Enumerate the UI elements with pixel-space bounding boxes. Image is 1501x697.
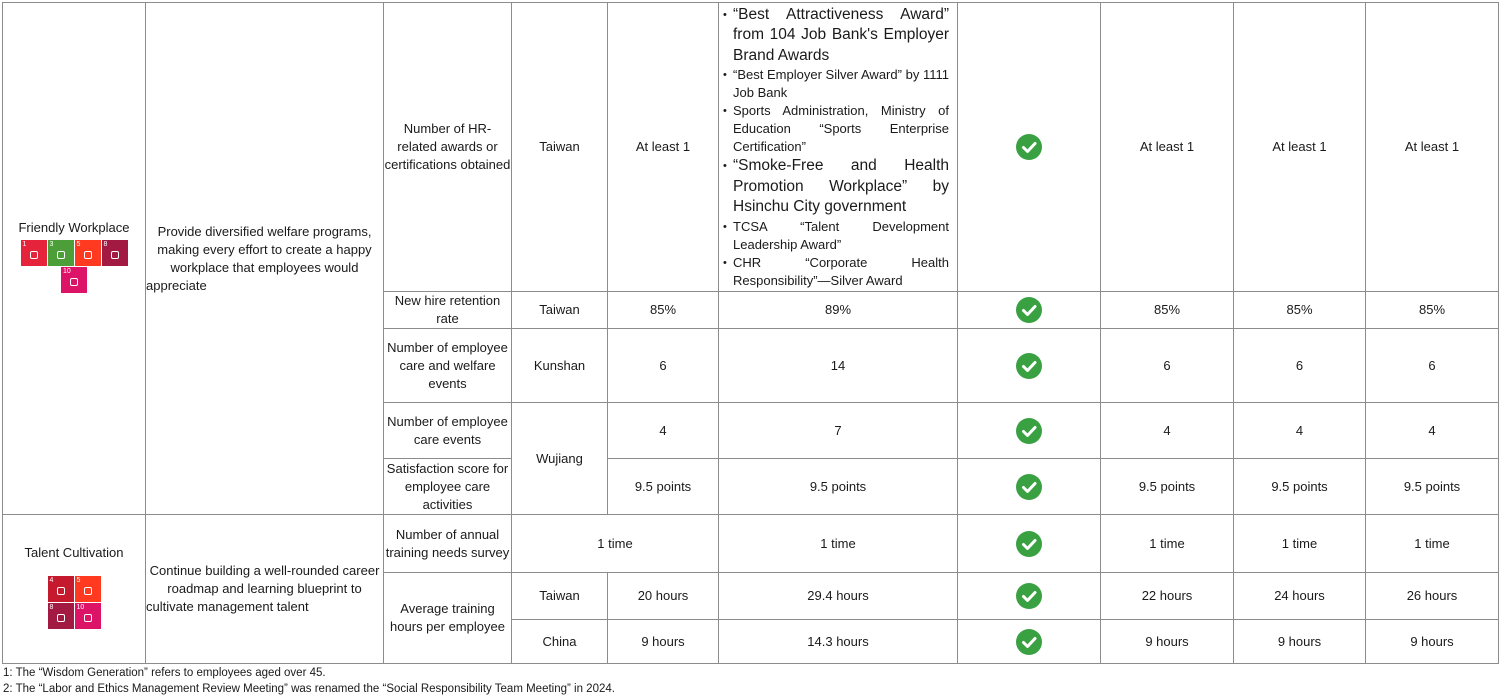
target-year-1-cell: 6	[1101, 329, 1234, 403]
footnote: 1: The “Wisdom Generation” refers to employees aged over 45.	[3, 667, 326, 679]
theme-label: Friendly Workplace	[18, 220, 130, 235]
region-cell: Taiwan	[512, 573, 608, 620]
target-year-2-cell: 9.5 points	[1234, 459, 1366, 515]
table-row	[3, 3, 1499, 292]
sdg-8-icon: 8	[48, 603, 74, 629]
list-item: • TCSA “Talent Development Leadership Award”	[733, 218, 949, 254]
theme-cell	[3, 3, 146, 515]
target-year-3-cell: 1 time	[1366, 515, 1499, 573]
target-year-1-cell: 4	[1101, 403, 1234, 459]
footnotes	[3, 665, 615, 697]
theme-label: Talent Cultivation	[24, 545, 124, 560]
target-cell: 20 hours	[608, 573, 719, 620]
region-cell: Kunshan	[512, 329, 608, 403]
sdg-icons	[48, 576, 101, 630]
achievement-cell	[719, 3, 958, 292]
list-item: • “Best Employer Silver Award” by 1111 Job Bank	[733, 66, 949, 102]
check-circle-icon	[1016, 297, 1042, 323]
sdg-5-icon: 5	[75, 576, 101, 602]
sdg-8-icon: 8	[102, 240, 128, 266]
actual-cell: 89%	[719, 292, 958, 329]
target-cell: 85%	[608, 292, 719, 329]
status-cell	[958, 573, 1101, 620]
status-cell	[958, 403, 1101, 459]
status-cell	[958, 515, 1101, 573]
actual-cell: 14.3 hours	[719, 620, 958, 664]
footnote: 2: The “Labor and Ethics Management Review Meeting” was renamed the “Social Responsibility Team Meeting” in 2024.	[3, 683, 615, 695]
theme-cell	[3, 515, 146, 664]
target-cell: 9.5 points	[608, 459, 719, 515]
target-year-2-cell: 1 time	[1234, 515, 1366, 573]
list-item: • “Smoke-Free and Health Promotion Workplace” by Hsinchu City government	[733, 156, 949, 218]
table-row	[3, 515, 1499, 573]
list-item: • “Best Attractiveness Award” from 104 Job Bank's Employer Brand Awards	[733, 5, 949, 67]
kpi-cell: New hire retention rate	[384, 292, 512, 329]
kpi-cell: Satisfaction score for employee care activities	[384, 459, 512, 515]
target-year-2-cell: 9 hours	[1234, 620, 1366, 664]
sdg-5-icon: 5	[75, 240, 101, 266]
region-cell: China	[512, 620, 608, 664]
target-year-3-cell: 6	[1366, 329, 1499, 403]
sdg-3-icon: 3	[48, 240, 74, 266]
target-year-3-cell: At least 1	[1366, 3, 1499, 292]
sdg-icons	[21, 240, 128, 294]
sdg-1-icon: 1	[21, 240, 47, 266]
check-circle-icon	[1016, 353, 1042, 379]
status-cell	[958, 3, 1101, 292]
sdg-10-icon: 10	[75, 603, 101, 629]
target-year-1-cell: 9.5 points	[1101, 459, 1234, 515]
kpi-table	[2, 2, 1499, 664]
target-year-1-cell: 1 time	[1101, 515, 1234, 573]
actual-cell: 7	[719, 403, 958, 459]
actual-cell: 1 time	[719, 515, 958, 573]
check-circle-icon	[1016, 531, 1042, 557]
kpi-cell: Number of annual training needs survey	[384, 515, 512, 573]
target-cell: 4	[608, 403, 719, 459]
target-year-2-cell: 85%	[1234, 292, 1366, 329]
target-year-3-cell: 9.5 points	[1366, 459, 1499, 515]
target-year-2-cell: 24 hours	[1234, 573, 1366, 620]
target-cell: At least 1	[608, 3, 719, 292]
target-year-1-cell: 9 hours	[1101, 620, 1234, 664]
list-item: • CHR “Corporate Health Responsibility”—Silver Award	[733, 254, 949, 290]
region-cell: Taiwan	[512, 292, 608, 329]
kpi-cell: Average training hours per employee	[384, 573, 512, 664]
target-year-2-cell: 4	[1234, 403, 1366, 459]
actual-cell: 14	[719, 329, 958, 403]
status-cell	[958, 329, 1101, 403]
target-year-3-cell: 4	[1366, 403, 1499, 459]
target-cell: 6	[608, 329, 719, 403]
goal-cell: Continue building a well-rounded career roadmap and learning blueprint to cultivate management talent	[146, 515, 384, 664]
region-cell: Taiwan	[512, 3, 608, 292]
achievement-list	[719, 5, 957, 290]
kpi-cell: Number of employee care events	[384, 403, 512, 459]
target-year-1-cell: 22 hours	[1101, 573, 1234, 620]
status-cell	[958, 620, 1101, 664]
target-year-2-cell: 6	[1234, 329, 1366, 403]
target-year-1-cell: 85%	[1101, 292, 1234, 329]
check-circle-icon	[1016, 418, 1042, 444]
sdg-10-icon: 10	[61, 267, 87, 293]
status-cell	[958, 459, 1101, 515]
target-year-3-cell: 26 hours	[1366, 573, 1499, 620]
actual-cell: 9.5 points	[719, 459, 958, 515]
target-cell: 9 hours	[608, 620, 719, 664]
target-cell: 1 time	[512, 515, 719, 573]
target-year-1-cell: At least 1	[1101, 3, 1234, 292]
check-circle-icon	[1016, 474, 1042, 500]
goal-cell: Provide diversified welfare programs, making every effort to create a happy workplace that employees would appreciate	[146, 3, 384, 515]
target-year-3-cell: 85%	[1366, 292, 1499, 329]
check-circle-icon	[1016, 629, 1042, 655]
status-cell	[958, 292, 1101, 329]
target-year-3-cell: 9 hours	[1366, 620, 1499, 664]
check-circle-icon	[1016, 583, 1042, 609]
sdg-4-icon: 4	[48, 576, 74, 602]
list-item: • Sports Administration, Ministry of Education “Sports Enterprise Certification”	[733, 102, 949, 156]
region-cell: Wujiang	[512, 403, 608, 515]
kpi-cell: Number of HR-related awards or certifications obtained	[384, 3, 512, 292]
actual-cell: 29.4 hours	[719, 573, 958, 620]
check-circle-icon	[1016, 134, 1042, 160]
kpi-cell: Number of employee care and welfare events	[384, 329, 512, 403]
target-year-2-cell: At least 1	[1234, 3, 1366, 292]
